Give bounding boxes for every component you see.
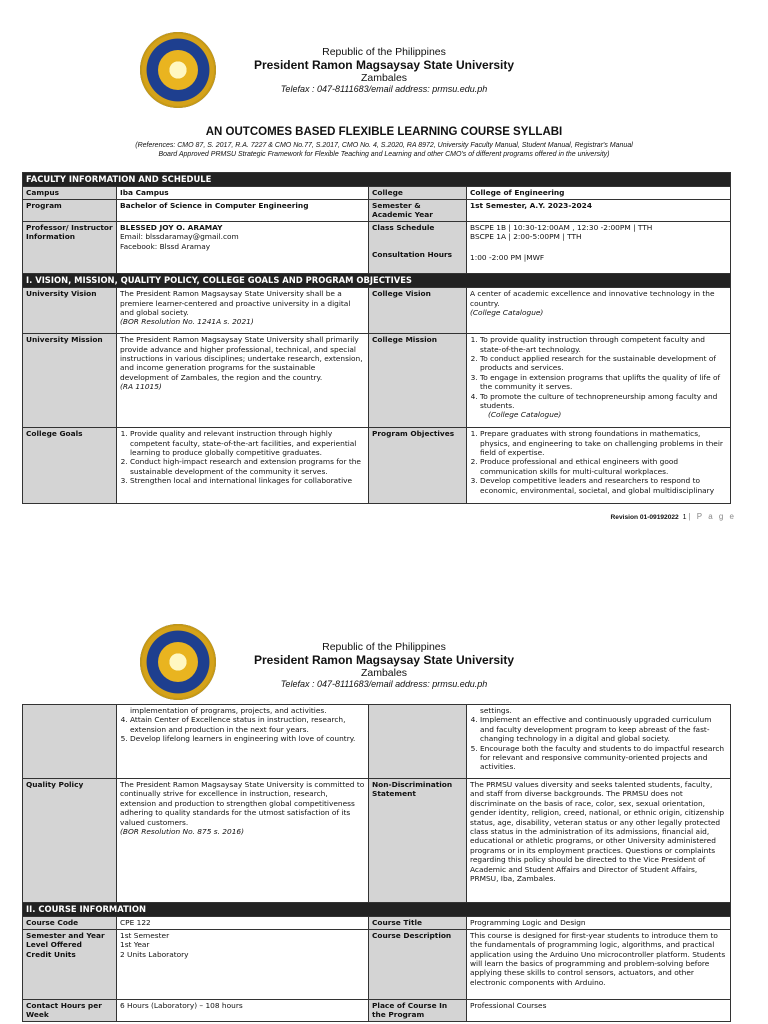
college-goal-item: 5. Develop lifelong learners in engineering with love of country.: [130, 734, 365, 743]
university-vision: [117, 288, 369, 334]
page-word: | P a g e: [688, 512, 736, 521]
college-label: College: [369, 187, 467, 199]
college-goal-item: 1. Provide quality and relevant instruction through highly competent faculty, state-of-the-art facilities, and experiential learning to produce globally competitive graduates.: [130, 429, 365, 457]
college-vision-text: A center of academic excellence and innovative technology in the country.: [470, 289, 715, 308]
revision-text: Revision 01-09192022: [610, 514, 679, 521]
republic-text: Republic of the Philippines: [322, 46, 446, 58]
university-vision-label: University Vision: [23, 288, 117, 334]
semester-label: Semester & Academic Year: [369, 199, 467, 221]
university-vision-text: The President Ramon Magsaysay State University shall be a premiere learner-centered and proactive university in a digital and global society.: [120, 289, 351, 318]
university-mission-ref: (RA 11015): [120, 382, 162, 392]
college-goals-cont-text: implementation of programs, projects, and activities.: [130, 706, 327, 715]
non-discrimination-label: Non-Discrimination Statement: [369, 779, 467, 903]
page-2: [0, 600, 768, 1024]
university-mission: [117, 334, 369, 428]
page-header: [0, 641, 768, 689]
semester-level-1: 1st Semester: [120, 930, 170, 940]
professor-info: [117, 221, 369, 273]
quality-policy-label: Quality Policy: [23, 779, 117, 903]
college-value: College of Engineering: [467, 187, 731, 199]
university-mission-text: The President Ramon Magsaysay State University shall primarily provide advance and higher professional, technical, and special instructions in various disciplines; undertake research, extension, and income generation programs for the sustainable development of Zambales, the region and the country.: [120, 335, 363, 382]
consultation-value: 1:00 -2:00 PM |MWF: [470, 252, 545, 262]
program-objectives-cont-text: settings.: [480, 706, 512, 715]
telefax-text: Telefax : 047-8111683/email address: prmsu.edu.ph: [280, 84, 488, 94]
program-value: Bachelor of Science in Computer Engineering: [117, 199, 369, 221]
program-objectives: [467, 428, 731, 504]
professor-name: BLESSED JOY O. ARAMAY: [120, 222, 223, 232]
course-code-value: CPE 122: [117, 917, 369, 929]
semester-value: 1st Semester, A.Y. 2023-2024: [467, 199, 731, 221]
college-mission-item: 3. To engage in extension programs that uplifts the quality of life of the community it serves.: [480, 373, 727, 392]
college-vision-label: College Vision: [369, 288, 467, 334]
college-mission-item: 1. To provide quality instruction through competent faculty and state-of-the-art technology.: [480, 335, 727, 354]
consultation-label: Consultation Hours: [372, 250, 453, 260]
semester-credit-values: [117, 929, 369, 999]
credit-units-label: Credit Units: [26, 949, 76, 959]
quality-policy-ref: (BOR Resolution No. 875 s. 2016): [120, 827, 244, 837]
schedule-values: [467, 221, 731, 273]
campus-label: Campus: [23, 187, 117, 199]
quality-policy: [117, 779, 369, 903]
college-goal-item: 2. Conduct high-impact research and extension programs for the sustainable development of the community it serves.: [130, 457, 365, 476]
place-of-course-label: Place of Course In the Program: [369, 999, 467, 1021]
university-vision-ref: (BOR Resolution No. 1241A s. 2021): [120, 317, 254, 327]
program-objective-item: 3. Develop competitive leaders and researchers to respond to economic, environmental, societal, and global multidisciplinary: [480, 476, 727, 495]
semester-level-label: Semester and Year Level Offered: [26, 930, 105, 950]
college-goals-label: College Goals: [23, 428, 117, 504]
course-code-label: Course Code: [23, 917, 117, 929]
republic-text: Republic of the Philippines: [322, 641, 446, 653]
class-schedule-2: BSCPE 1A | 2:00-5:00PM | TTH: [470, 232, 582, 242]
province-text: Zambales: [360, 72, 408, 84]
credit-units-value: 2 Units Laboratory: [120, 949, 189, 959]
college-mission: [467, 334, 731, 428]
professor-label: Professor/ Instructor Information: [23, 221, 117, 273]
college-goals: [117, 428, 369, 504]
university-mission-label: University Mission: [23, 334, 117, 428]
course-description-label: Course Description: [369, 929, 467, 999]
place-of-course-value: Professional Courses: [467, 999, 731, 1021]
province-text: Zambales: [360, 667, 408, 679]
course-description-text: This course is designed for first-year students to introduce them to the fundamentals of programming logic, algorithms, and practical application using the Arduino Uno microcontroller platform. Students will learn the basics of programming and problem-solving before applying these skills to control sensors, actuators, and other electronic components with Arduino.: [467, 929, 731, 999]
course-title-value: Programming Logic and Design: [467, 917, 731, 929]
college-goal-item: 3. Strengthen local and international linkages for collaborative: [130, 476, 365, 485]
page-header: [0, 46, 768, 94]
references-line-2: Board Approved PRMSU Strategic Framework for Flexible Teaching and Learning and other CMO's of different programs offered in the university): [158, 151, 610, 158]
program-objectives-continued: [467, 705, 731, 779]
contact-hours-value: 6 Hours (Laboratory) – 108 hours: [117, 999, 369, 1021]
program-label: Program: [23, 199, 117, 221]
college-mission-item: 4. To promote the culture of technopreneurship among faculty and students.: [480, 392, 727, 411]
program-objectives-label: Program Objectives: [369, 428, 467, 504]
college-mission-item: 2. To conduct applied research for the sustainable development of products and services.: [480, 354, 727, 373]
syllabus-table-page-2: [22, 704, 731, 1022]
page-number: 1: [682, 514, 687, 521]
semester-credit-labels: [23, 929, 117, 999]
professor-facebook: Facebook: Blssd Aramay: [120, 241, 211, 251]
semester-level-2: 1st Year: [120, 940, 150, 950]
syllabus-table-page-1: [22, 172, 731, 504]
syllabus-title-block: [0, 126, 768, 159]
telefax-text: Telefax : 047-8111683/email address: prmsu.edu.ph: [280, 679, 488, 689]
contact-hours-label: Contact Hours per Week: [23, 999, 117, 1021]
university-name: President Ramon Magsaysay State University: [253, 653, 515, 667]
college-mission-ref: (College Catalogue): [488, 410, 562, 420]
class-schedule-1: BSCPE 1B | 10:30-12:00AM , 12:30 -2:00PM | TTH: [470, 222, 653, 232]
professor-email: Email: blssdaramay@gmail.com: [120, 232, 239, 242]
program-objective-item: 2. Produce professional and ethical engineers with good communication skills for multi-cultural workplaces.: [480, 457, 727, 476]
program-objective-item: 5. Encourage both the faculty and students to do impactful research for relevant and responsive community-oriented projects and activities.: [480, 744, 727, 772]
college-vision-ref: (College Catalogue): [470, 308, 544, 318]
references-line-1: (References: CMO 87, S. 2017, R.A. 7227 & CMO No.77, S.2017, CMO No. 4, S.2020, RA 8972, University Faculty Manual, Student Manual, Registrar's Manual: [135, 142, 633, 149]
faculty-section-band: FACULTY INFORMATION AND SCHEDULE: [23, 173, 731, 187]
section-2-band: II. COURSE INFORMATION: [23, 903, 731, 917]
section-1-band: I. VISION, MISSION, QUALITY POLICY, COLLEGE GOALS AND PROGRAM OBJECTIVES: [23, 273, 731, 287]
college-vision: [467, 288, 731, 334]
college-goals-continued: [117, 705, 369, 779]
class-schedule-label: Class Schedule: [372, 222, 435, 232]
page-footer: [611, 512, 736, 521]
non-discrimination-text: The PRMSU values diversity and seeks talented students, faculty, and staff from diverse backgrounds. The PRMSU does not discriminate on the basis of race, color, sex, sexual orientation, gender identity, religion, creed, national, or ethnic origin, citizenship status, age, disability, veteran status or any other legally protected class status in the administration of its admissions, financial aid, educational or athletic programs, or other University administered programs or in its employment practices. Questions or complaints regarding this policy should be directed to the Vice President of Academic and Student Affairs and Director of Student Affairs, PRMSU, Iba, Zambales.: [467, 779, 731, 903]
college-mission-label: College Mission: [369, 334, 467, 428]
program-objective-item: 1. Prepare graduates with strong foundations in mathematics, physics, and engineering to take on challenging problems in their field of expertise.: [480, 429, 727, 457]
university-name: President Ramon Magsaysay State University: [253, 58, 515, 72]
campus-value: Iba Campus: [117, 187, 369, 199]
program-objective-item: 4. Implement an effective and continuously upgraded curriculum and faculty development program to keep abreast of the fast-changing technology in a digital and global society.: [480, 715, 727, 743]
quality-policy-text: The President Ramon Magsaysay State University is committed to continually strive for excellence in instruction, research, extension and production to strengthen global competitiveness adhering to quality standards for the utmost satisfaction of its valued customers.: [120, 780, 365, 827]
college-goal-item: 4. Attain Center of Excellence status in instruction, research, extension and production in the next four years.: [130, 715, 365, 734]
schedule-labels: [369, 221, 467, 273]
course-title-label: Course Title: [369, 917, 467, 929]
syllabus-title: AN OUTCOMES BASED FLEXIBLE LEARNING COURSE SYLLABI: [205, 126, 563, 138]
